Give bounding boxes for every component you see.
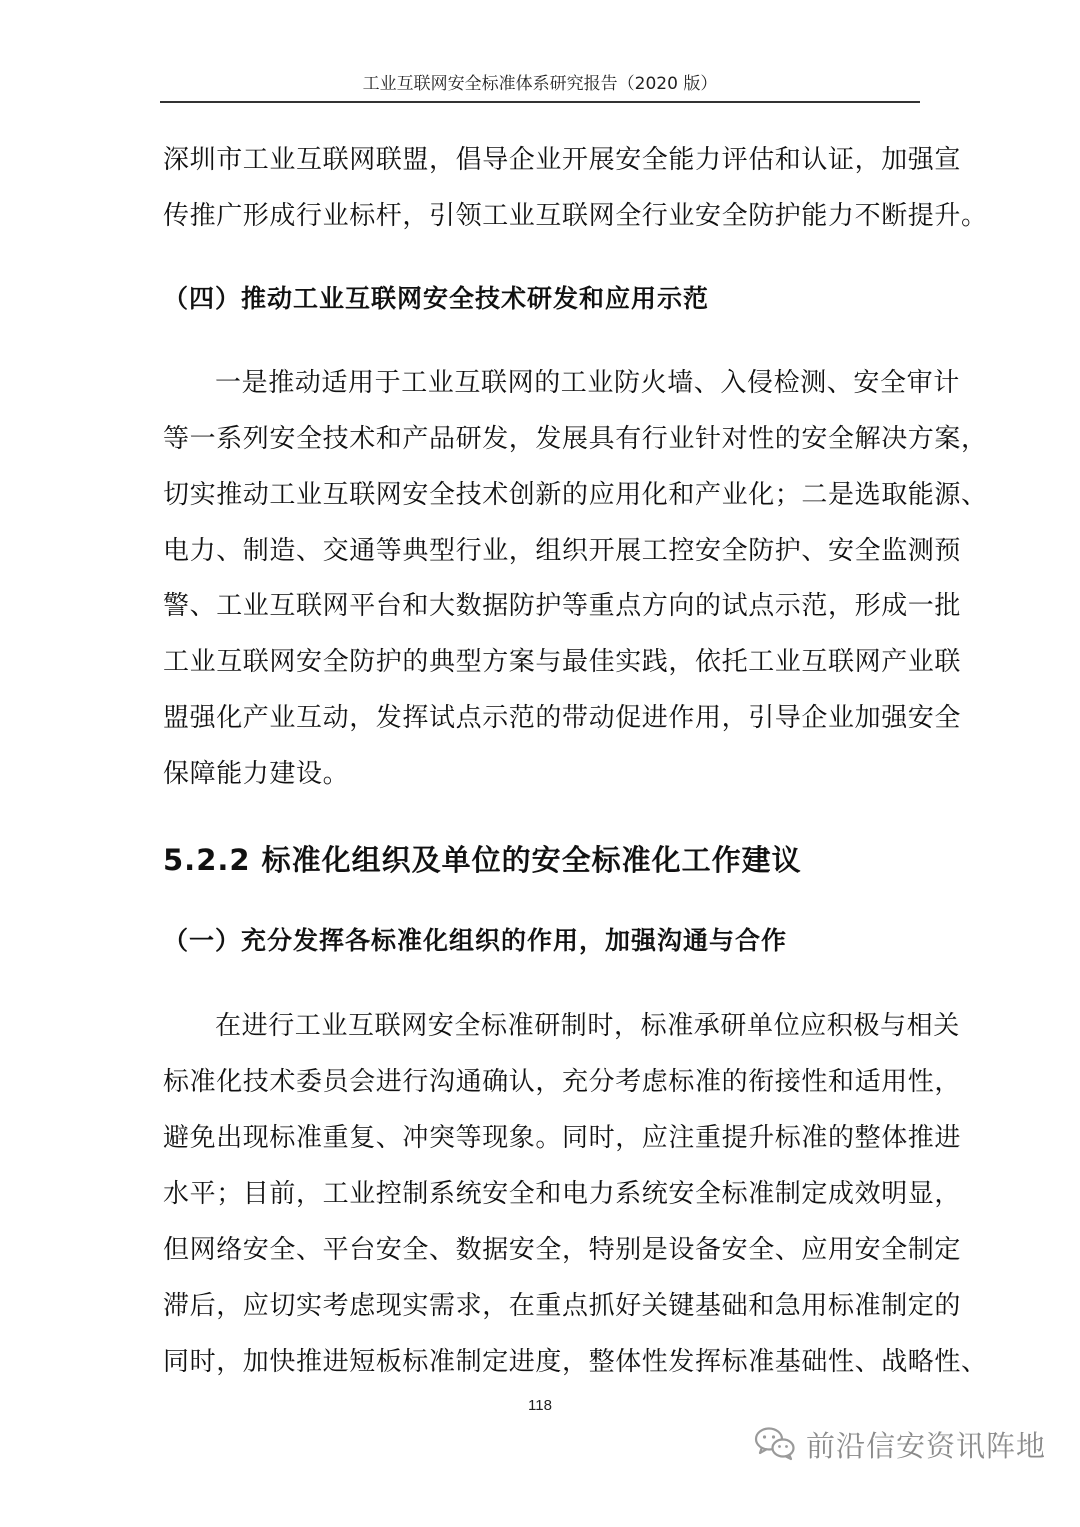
section-heading: 5.2.2 标准化组织及单位的安全标准化工作建议 bbox=[163, 843, 802, 877]
body-line: 工业互联网安全防护的典型方案与最佳实践，依托工业互联网产业联 bbox=[163, 647, 962, 677]
watermark-text: 前沿信安资讯阵地 bbox=[805, 1428, 1046, 1463]
body-line: 切实推动工业互联网安全技术创新的应用化和产业化；二是选取能源、 bbox=[163, 480, 988, 510]
header-rule bbox=[160, 101, 920, 103]
body-line: 同时，加快推进短板标准制定进度，整体性发挥标准基础性、战略性、 bbox=[163, 1347, 988, 1377]
body-line: 保障能力建设。 bbox=[163, 759, 350, 789]
watermark bbox=[754, 1424, 1046, 1464]
wechat-icon bbox=[754, 1426, 796, 1462]
body-line: 在进行工业互联网安全标准研制时，标准承研单位应积极与相关 bbox=[215, 1011, 960, 1041]
body-line: 警、工业互联网平台和大数据防护等重点方向的试点示范，形成一批 bbox=[163, 591, 962, 621]
body-line: 深圳市工业互联网联盟，倡导企业开展安全能力评估和认证，加强宣 bbox=[163, 145, 962, 175]
body-line: 盟强化产业互动，发挥试点示范的带动促进作用，引导企业加强安全 bbox=[163, 703, 962, 733]
running-header: 工业互联网安全标准体系研究报告（2020 版） bbox=[362, 74, 718, 94]
body-line: 滞后，应切实考虑现实需求，在重点抓好关键基础和急用标准制定的 bbox=[163, 1291, 962, 1321]
body-line: 一是推动适用于工业互联网的工业防火墙、入侵检测、安全审计 bbox=[215, 368, 960, 398]
body-line: 电力、制造、交通等典型行业，组织开展工控安全防护、安全监测预 bbox=[163, 536, 962, 566]
body-line: 传推广形成行业标杆，引领工业互联网全行业安全防护能力不断提升。 bbox=[163, 201, 988, 231]
body-line: 避免出现标准重复、冲突等现象。同时，应注重提升标准的整体推进 bbox=[163, 1123, 962, 1153]
page-number: 118 bbox=[528, 1397, 552, 1414]
body-line: 标准化技术委员会进行沟通确认，充分考虑标准的衔接性和适用性， bbox=[163, 1067, 962, 1097]
body-line: 水平；目前，工业控制系统安全和电力系统安全标准制定成效明显， bbox=[163, 1179, 962, 1209]
subsection-heading: （四）推动工业互联网安全技术研发和应用示范 bbox=[163, 284, 710, 313]
subsection-heading: （一）充分发挥各标准化组织的作用，加强沟通与合作 bbox=[163, 926, 788, 955]
body-line: 但网络安全、平台安全、数据安全，特别是设备安全、应用安全制定 bbox=[163, 1235, 962, 1265]
body-line: 等一系列安全技术和产品研发，发展具有行业针对性的安全解决方案， bbox=[163, 424, 988, 454]
